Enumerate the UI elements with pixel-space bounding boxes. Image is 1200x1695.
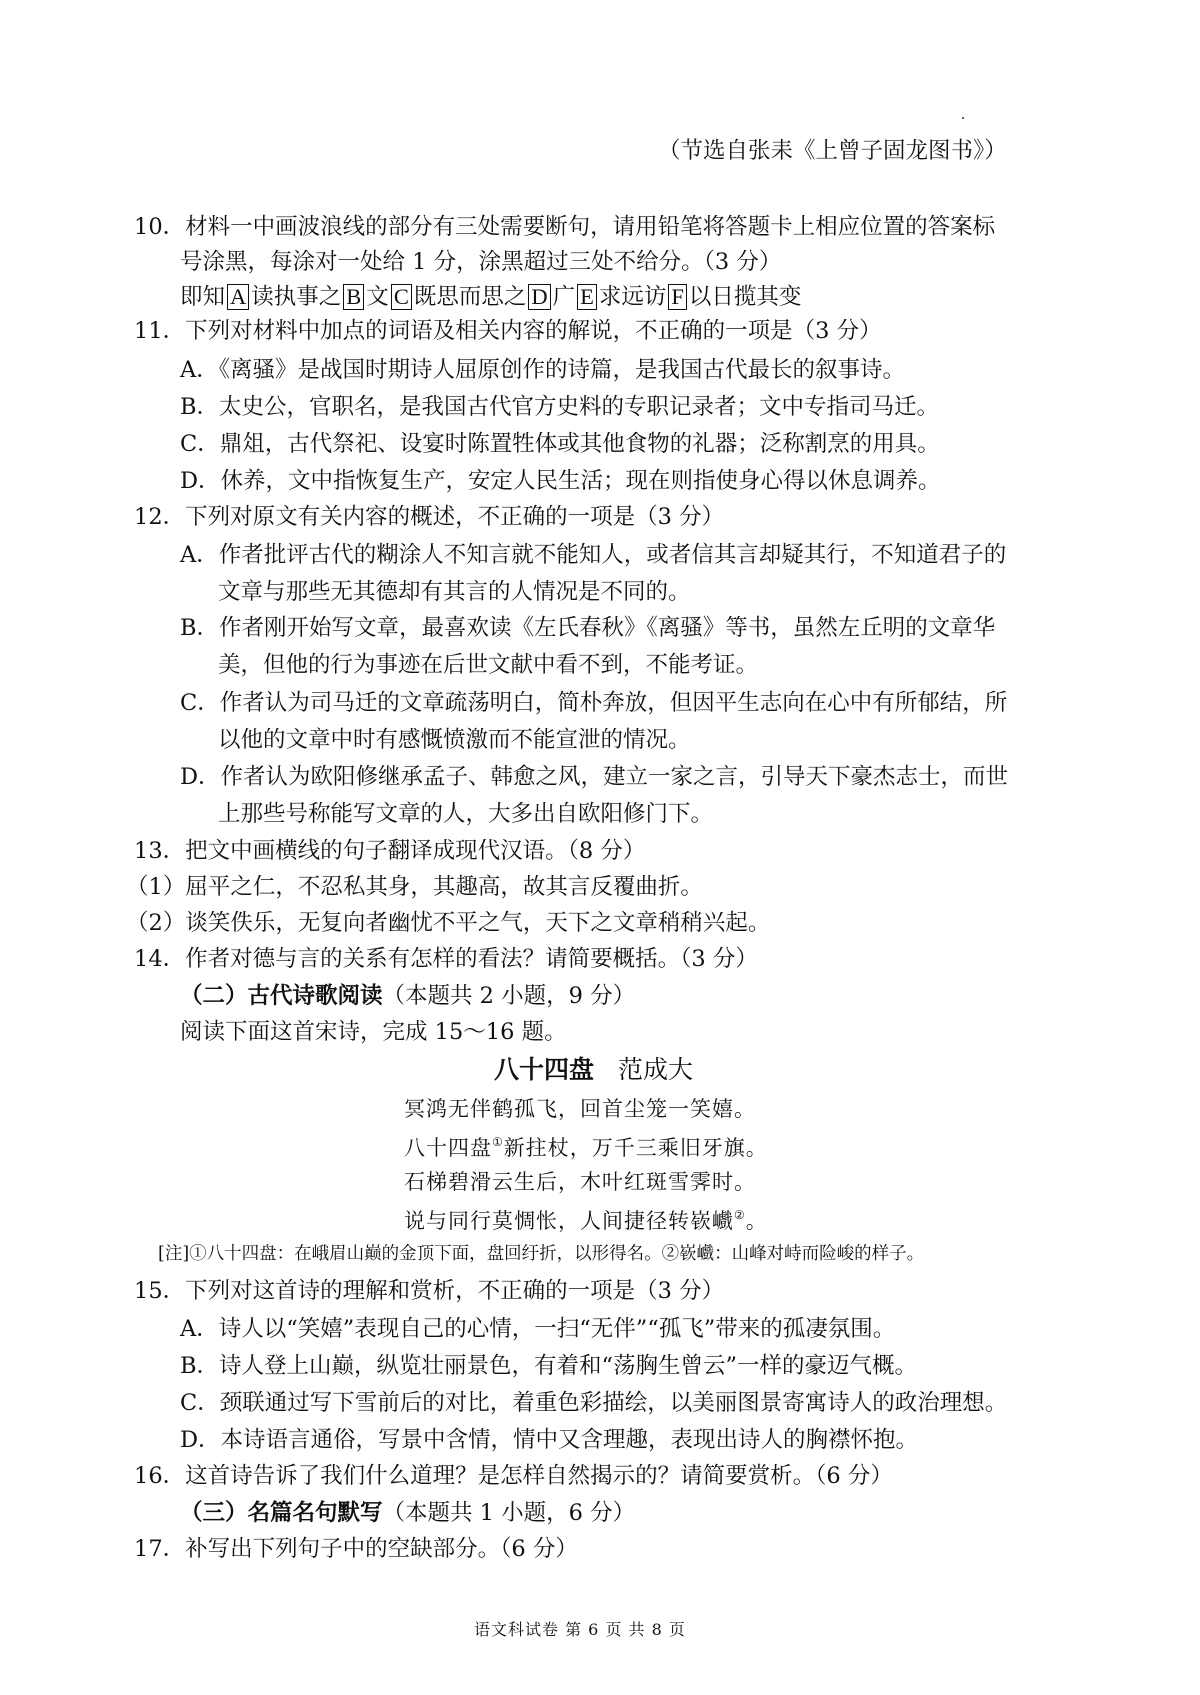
poem-line-4: [404, 1209, 768, 1232]
section-2-heading: [180, 985, 635, 1008]
q10-seg-5: 求远访: [598, 284, 667, 310]
section-3-meta: （本题共 1 小题，6 分）: [382, 1500, 636, 1526]
q10-sentence: [180, 284, 801, 310]
poem-line-4-head: 说与同行莫惆怅，人间捷径转嵚巇: [404, 1209, 734, 1233]
page-footer: 语文科试卷 第 6 页 共 8 页: [474, 1620, 686, 1639]
q11-option-d: D．休养，文中指恢复生产，安定人民生活；现在则指使身心得以休息调养。: [180, 468, 941, 494]
q16-stem: 16．这首诗告诉了我们什么道理？是怎样自然揭示的？请简要赏析。（6 分）: [134, 1463, 893, 1489]
q11-option-a: A．《离骚》是战国时期诗人屈原创作的诗篇，是我国古代最长的叙事诗。: [180, 357, 906, 383]
q12-option-c-line2: 以他的文章中时有感慨愤激而不能宣泄的情况。: [218, 727, 691, 753]
break-box-f: F: [668, 284, 687, 310]
q12-option-d-line2: 上那些号称能写文章的人，大多出自欧阳修门下。: [218, 801, 714, 827]
q11-stem: 11．下列对材料中加点的词语及相关内容的解说，不正确的一项是（3 分）: [134, 318, 882, 344]
poem-line-2: [404, 1136, 768, 1159]
scan-speck: [962, 117, 964, 119]
break-box-c: C: [391, 284, 412, 310]
q10-seg-2: 文: [366, 284, 389, 310]
q12-option-a-line2: 文章与那些无其德却有其言的人情况是不同的。: [218, 579, 691, 605]
q14-stem: 14．作者对德与言的关系有怎样的看法？请简要概括。（3 分）: [134, 946, 758, 972]
poem-line-4-tail: 。: [745, 1209, 768, 1233]
poem-note: [注]①八十四盘：在峨眉山巅的金顶下面，盘回纡折，以形得名。②嵚巇：山峰对峙而险峻的样子。: [158, 1244, 925, 1264]
q11-option-c: C．鼎俎，古代祭祀、设宴时陈置牲体或其他食物的礼器；泛称割烹的用具。: [180, 431, 940, 457]
q12-option-b-line1: B．作者刚开始写文章，最喜欢读《左氏春秋》《离骚》等书，虽然左丘明的文章华: [180, 615, 996, 641]
section-3-title: （三）名篇名句默写: [180, 1500, 383, 1526]
q13-sentence-1: （1）屈平之仁，不忍私其身，其趣高，故其言反覆曲折。: [126, 874, 703, 900]
q10-seg-1: 读执事之: [251, 284, 342, 310]
footnote-mark-2: ②: [734, 1208, 746, 1222]
q10-seg-4: 广: [552, 284, 576, 310]
q10-seg-3: 既思而思之: [413, 284, 527, 310]
q12-option-b-line2: 美，但他的行为事迹在后世文献中看不到，不能考证。: [218, 652, 759, 678]
poem-line-2-head: 八十四盘: [404, 1136, 492, 1160]
q13-sentence-2: （2）谈笑佚乐，无复向者幽忧不平之气，天下之文章稍稍兴起。: [126, 910, 771, 936]
q12-option-d-line1: D．作者认为欧阳修继承孟子、韩愈之风，建立一家之言，引导天下豪杰志士，而世: [180, 764, 1009, 790]
poem-header: [494, 1057, 693, 1082]
q10-seg-0: 即知: [180, 284, 226, 310]
q10-stem-line2: 号涂黑，每涂对一处给 1 分，涂黑超过三处不给分。（3 分）: [180, 249, 782, 275]
q13-stem: 13．把文中画横线的句子翻译成现代汉语。（8 分）: [134, 838, 646, 864]
source-citation: （节选自张耒《上曾子固龙图书》）: [658, 138, 1007, 164]
section-3-heading: [180, 1502, 635, 1525]
q10-stem-line1: 10．材料一中画波浪线的部分有三处需要断句，请用铅笔将答题卡上相应位置的答案标: [134, 214, 996, 240]
q11-option-b: B．太史公，官职名，是我国古代官方史料的专职记录者；文中专指司马迁。: [180, 394, 940, 420]
q12-option-c-line1: C．作者认为司马迁的文章疏荡明白，简朴奔放，但因平生志向在心中有所郁结，所: [180, 690, 1008, 716]
q15-option-a: A．诗人以“笑嬉”表现自己的心情，一扫“无伴”“孤飞”带来的孤凄氛围。: [180, 1316, 896, 1342]
poem-line-2-tail: 新拄杖，万千三乘旧牙旗。: [503, 1136, 768, 1160]
q17-stem: 17．补写出下列句子中的空缺部分。（6 分）: [134, 1536, 578, 1562]
section-2-intro: 阅读下面这首宋诗，完成 15～16 题。: [180, 1019, 567, 1045]
break-box-b: B: [343, 284, 364, 310]
q12-option-a-line1: A．作者批评古代的糊涂人不知言就不能知人，或者信其言却疑其行，不知道君子的: [180, 542, 1007, 568]
poem-line-1: 冥鸿无伴鹤孤飞，回首尘笼一笑嬉。: [404, 1097, 756, 1121]
q15-option-b: B．诗人登上山巅，纵览壮丽景色，有着和“荡胸生曾云”一样的豪迈气概。: [180, 1353, 918, 1379]
q15-option-d: D．本诗语言通俗，写景中含情，情中又含理趣，表现出诗人的胸襟怀抱。: [180, 1427, 919, 1453]
q12-stem: 12．下列对原文有关内容的概述，不正确的一项是（3 分）: [134, 504, 725, 530]
footnote-mark-1: ①: [492, 1135, 504, 1149]
section-2-title: （二）古代诗歌阅读: [180, 983, 383, 1009]
poem-author: 范成大: [618, 1055, 694, 1084]
poem-line-3: 石梯碧滑云生后，木叶红斑雪霁时。: [404, 1170, 756, 1194]
section-2-meta: （本题共 2 小题，9 分）: [382, 983, 636, 1009]
break-box-a: A: [227, 284, 249, 310]
break-box-d: D: [528, 284, 550, 310]
q15-option-c: C．颈联通过写下雪前后的对比，着重色彩描绘，以美丽图景寄寓诗人的政治理想。: [180, 1390, 1008, 1416]
q10-seg-6: 以日揽其变: [688, 284, 802, 310]
q15-stem: 15．下列对这首诗的理解和赏析，不正确的一项是（3 分）: [134, 1278, 725, 1304]
poem-title: 八十四盘: [494, 1055, 595, 1084]
break-box-e: E: [577, 284, 597, 310]
